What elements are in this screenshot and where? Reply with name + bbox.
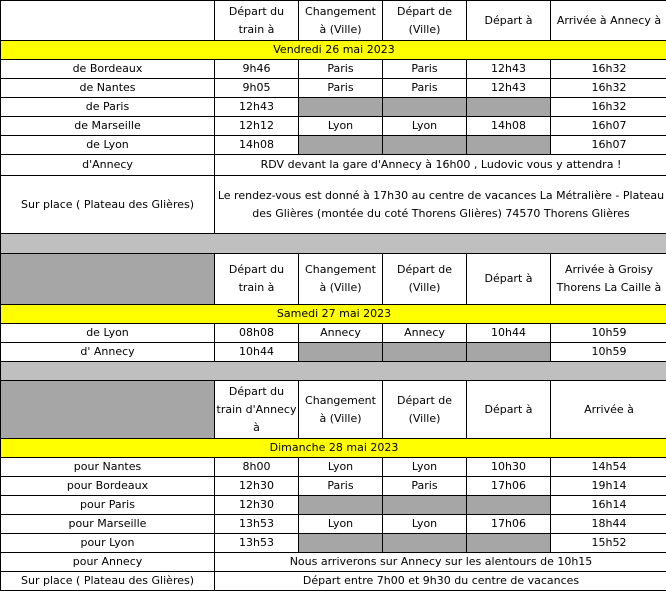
arrival-cell: 16h07 [551,136,666,155]
origin-cell: de Bordeaux [1,60,215,79]
origin-cell: de Marseille [1,117,215,136]
change-cell: Annecy [299,324,383,343]
depart-at-cell: 10h44 [467,324,551,343]
empty-cell [299,343,383,362]
empty-cell [467,343,551,362]
header-row-saturday [1,254,666,305]
departure-cell: 12h30 [215,477,299,496]
empty-cell [383,98,467,117]
col-header-depart-from: Départ de (Ville) [383,1,467,41]
table-row [1,477,666,496]
change-cell: Paris [299,60,383,79]
table-row [1,343,666,362]
destination-cell: pour Paris [1,496,215,515]
table-row [1,553,666,572]
origin-cell: d' Annecy [1,343,215,362]
depart-from-cell: Paris [383,79,467,98]
origin-cell: d'Annecy [1,155,215,176]
col-header-arrival: Arrivée à [551,381,666,439]
col-header-change: Changement à (Ville) [299,254,383,305]
col-header-depart-from: Départ de (Ville) [383,381,467,439]
arrival-cell: 10h59 [551,343,666,362]
col-header-change: Changement à (Ville) [299,1,383,41]
arrival-cell: 15h52 [551,534,666,553]
empty-cell [467,496,551,515]
depart-at-cell: 10h30 [467,458,551,477]
table-row [1,79,666,98]
arrival-cell: 16h32 [551,79,666,98]
day-header-friday: Vendredi 26 mai 2023 [1,41,666,60]
table-row [1,496,666,515]
onsite-note: Le rendez-vous est donné à 17h30 au centre de vacances La Métralière - Plateau des Glières (montée du coté Thorens Glières) 74570 Thorens Glières [215,176,666,234]
destination-cell: pour Annecy [1,553,215,572]
departure-cell: 08h08 [215,324,299,343]
departure-cell: 13h53 [215,515,299,534]
origin-cell: Sur place ( Plateau des Glières) [1,176,215,234]
table-row [1,176,666,234]
empty-cell [299,534,383,553]
depart-from-cell: Lyon [383,117,467,136]
table-row [1,155,666,176]
depart-at-cell: 17h06 [467,515,551,534]
origin-cell: de Paris [1,98,215,117]
departure-cell: 12h12 [215,117,299,136]
change-cell: Paris [299,477,383,496]
destination-cell: pour Marseille [1,515,215,534]
header-empty-cell [1,254,215,305]
arrival-cell: 19h14 [551,477,666,496]
depart-at-cell: 12h43 [467,79,551,98]
arrival-cell: 16h07 [551,117,666,136]
origin-cell: Sur place ( Plateau des Glières) [1,572,215,591]
empty-cell [383,534,467,553]
departure-cell: 14h08 [215,136,299,155]
change-cell: Lyon [299,515,383,534]
annecy-note: Nous arriverons sur Annecy sur les alentours de 10h15 [215,553,666,572]
origin-cell: de Lyon [1,136,215,155]
destination-cell: pour Lyon [1,534,215,553]
depart-from-cell: Paris [383,60,467,79]
depart-from-cell: Paris [383,477,467,496]
depart-from-cell: Annecy [383,324,467,343]
empty-cell [299,496,383,515]
table-row [1,98,666,117]
empty-cell [467,534,551,553]
arrival-cell: 10h59 [551,324,666,343]
departure-cell: 13h53 [215,534,299,553]
depart-at-cell: 17h06 [467,477,551,496]
col-header-departure: Départ du train à [215,254,299,305]
departure-cell: 12h43 [215,98,299,117]
origin-cell: de Nantes [1,79,215,98]
arrival-cell: 16h32 [551,60,666,79]
depart-from-cell: Lyon [383,515,467,534]
departure-cell: 10h44 [215,343,299,362]
change-cell: Paris [299,79,383,98]
arrival-cell: 14h54 [551,458,666,477]
table-row [1,117,666,136]
col-header-depart-from: Départ de (Ville) [383,254,467,305]
empty-cell [299,98,383,117]
empty-cell [383,343,467,362]
col-header-arrival: Arrivée à Annecy à [551,1,666,41]
col-header-departure: Départ du train à [215,1,299,41]
destination-cell: pour Bordeaux [1,477,215,496]
rdv-note: RDV devant la gare d'Annecy à 16h00 , Ludovic vous y attendra ! [215,155,666,176]
change-cell: Lyon [299,458,383,477]
empty-cell [467,136,551,155]
header-row-sunday [1,381,666,439]
col-header-change: Changement à (Ville) [299,381,383,439]
departure-cell: 8h00 [215,458,299,477]
col-header-depart-at: Départ à [467,381,551,439]
table-row [1,60,666,79]
col-header-depart-at: Départ à [467,254,551,305]
table-row [1,136,666,155]
day-header-saturday: Samedi 27 mai 2023 [1,305,666,324]
table-row [1,458,666,477]
depart-from-cell: Lyon [383,458,467,477]
departure-cell: 12h30 [215,496,299,515]
empty-cell [383,136,467,155]
col-header-depart-at: Départ à [467,1,551,41]
destination-cell: pour Nantes [1,458,215,477]
section-separator [1,362,666,381]
arrival-cell: 16h14 [551,496,666,515]
depart-at-cell: 12h43 [467,60,551,79]
depart-at-cell: 14h08 [467,117,551,136]
empty-cell [299,136,383,155]
departure-cell: 9h46 [215,60,299,79]
table-row [1,324,666,343]
table-row [1,572,666,591]
table-row [1,534,666,553]
arrival-cell: 18h44 [551,515,666,534]
origin-cell: de Lyon [1,324,215,343]
departure-cell: 9h05 [215,79,299,98]
header-row-friday [1,1,666,41]
header-empty-cell [1,381,215,439]
empty-cell [467,98,551,117]
departure-note: Départ entre 7h00 et 9h30 du centre de vacances [215,572,666,591]
section-separator [1,234,666,254]
change-cell: Lyon [299,117,383,136]
col-header-departure: Départ du train d'Annecy à [215,381,299,439]
arrival-cell: 16h32 [551,98,666,117]
empty-cell [383,496,467,515]
header-empty-cell [1,1,215,41]
table-row [1,515,666,534]
col-header-arrival: Arrivée à Groisy Thorens La Caille à [551,254,666,305]
day-header-sunday: Dimanche 28 mai 2023 [1,439,666,458]
